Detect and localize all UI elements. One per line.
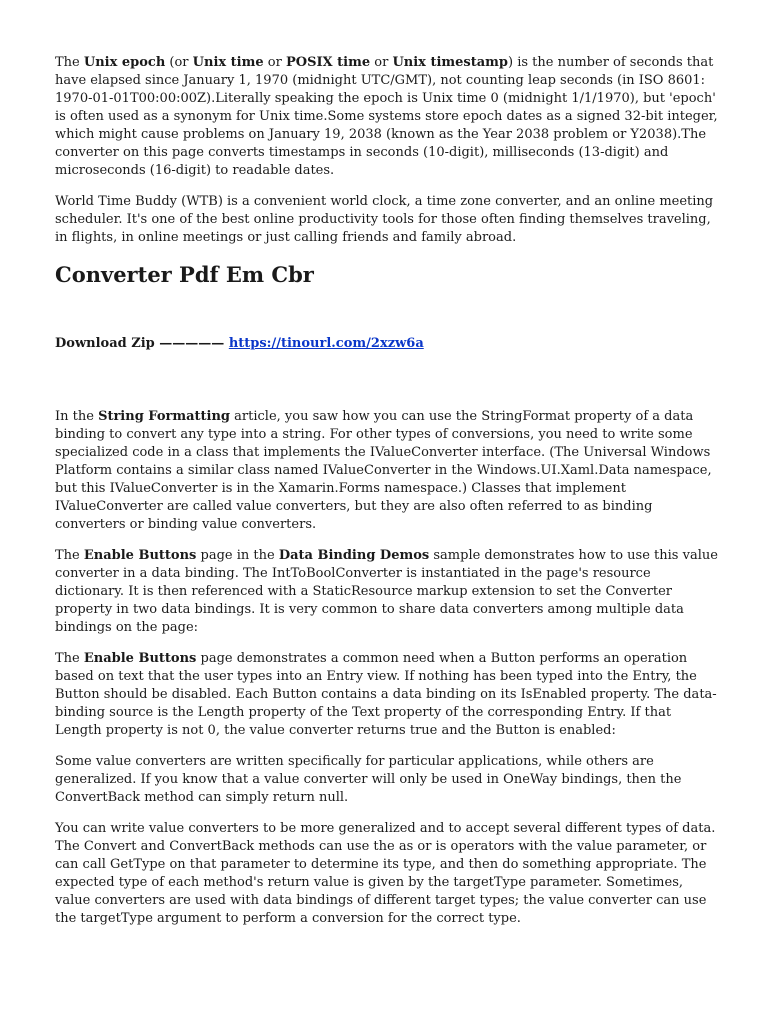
page-title: Converter Pdf Em Cbr — [55, 262, 314, 287]
download-line — [55, 335, 720, 353]
paragraph-generalized-converters — [55, 820, 720, 928]
bold-term: Enable Buttons — [83, 548, 197, 563]
text-run: Some value converters are written specifically for particular applications, while others are generalized. If you know that a value converter will only be used in OneWay bindings, then the ConvertBack method can simply return null. — [55, 754, 682, 805]
intro-paragraph-world-time-buddy — [55, 193, 720, 247]
text-run: (or — [165, 55, 193, 70]
text-run: or — [370, 55, 393, 70]
text-run: The — [55, 55, 84, 70]
bold-term: Unix epoch — [83, 55, 166, 70]
paragraph-oneway-converters — [55, 753, 720, 807]
text-run: page in the — [196, 548, 279, 563]
text-run: or — [263, 55, 286, 70]
paragraph-enable-buttons-page — [55, 650, 720, 740]
text-run: article, you saw how you can use the StringFormat property of a data binding to convert any type into a string. For other types of conversions, you need to write some specialized code in a class that implements the IValueConverter interface. (The Universal Windows Platform contains a similar class named IValueConverter in the Windows.UI.Xaml.Data namespace, but this IValueConverter is in the Xamarin.Forms namespace.) Classes that implement IValueConverter are called value converters, but they are also often referred to as binding converters or binding value converters. — [55, 409, 712, 532]
bold-term: Unix time — [192, 55, 264, 70]
bold-term: Data Binding Demos — [278, 548, 430, 563]
text-run: You can write value converters to be more generalized and to accept several different types of data. The Convert and ConvertBack methods can use the as or is operators with the value parameter, or can call GetType on that parameter to determine its type, and then do something appropriate. The expected type of each method's return value is given by the targetType parameter. Sometimes, value converters are used with data bindings of different target types; the value converter can use the targetType argument to perform a conversion for the correct type. — [55, 821, 716, 926]
bold-term: Enable Buttons — [83, 651, 197, 666]
document-page — [55, 54, 720, 928]
paragraph-string-formatting — [55, 408, 720, 534]
download-label: Download Zip ————— — [55, 336, 229, 351]
intro-paragraph-unix-epoch — [55, 54, 720, 180]
bold-term: POSIX time — [285, 55, 371, 70]
text-run: sample demonstrates how to use this value converter in a data binding. The IntToBoolConverter is instantiated in the page's resource dictionary. It is then referenced with a StaticResource markup extension to set the Converter property in two data bindings. It is very common to share data converters among multiple data bindings on the page: — [55, 548, 718, 635]
text-run: The — [55, 548, 84, 563]
download-link[interactable]: https://tinourl.com/2xzw6a — [228, 336, 424, 351]
text-run: World Time Buddy (WTB) is a convenient world clock, a time zone converter, and an online meeting scheduler. It's one of the best online productivity tools for those often finding themselves traveling, in flights, in online meetings or just calling friends and family abroad. — [55, 194, 714, 245]
paragraph-enable-buttons-demo — [55, 547, 720, 637]
text-run: page demonstrates a common need when a Button performs an operation based on text that the user types into an Entry view. If nothing has been typed into the Entry, the Button should be disabled. Each Button contains a data binding on its IsEnabled property. The data-binding source is the Length property of the Text property of the corresponding Entry. If that Length property is not 0, the value converter returns true and the Button is enabled: — [55, 651, 717, 738]
text-run: The — [55, 651, 84, 666]
bold-term: String Formatting — [98, 409, 231, 424]
text-run: ) is the number of seconds that have elapsed since January 1, 1970 (midnight UTC/GMT), not counting leap seconds (in ISO 8601: 1970-01-01T00:00:00Z).Literally speaking the epoch is Unix time 0 (midnight 1/1/1970), but 'epoch' is often used as a synonym for Unix time.Some systems store epoch dates as a signed 32-bit integer, which might cause problems on January 19, 2038 (known as the Year 2038 problem or Y2038).The converter on this page converts timestamps in seconds (10-digit), milliseconds (13-digit) and microseconds (16-digit) to readable dates. — [55, 55, 718, 178]
article-body — [55, 408, 720, 928]
bold-term: Unix timestamp — [392, 55, 509, 70]
text-run: In the — [55, 409, 99, 424]
